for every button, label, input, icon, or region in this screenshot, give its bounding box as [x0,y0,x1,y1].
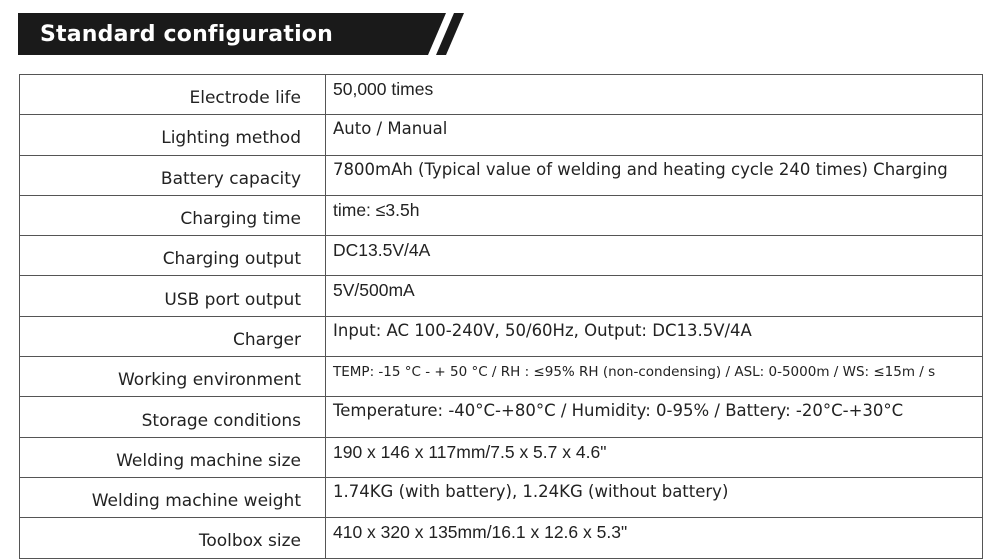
spec-label: Storage conditions [20,397,326,437]
table-row [20,75,983,115]
table-row [20,276,983,316]
spec-label: Working environment [20,357,326,397]
spec-label: Charging time [20,195,326,235]
spec-value: 190 x 146 x 117mm/7.5 x 5.7 x 4.6" [326,437,983,477]
table-row [20,397,983,437]
table-row [20,477,983,517]
section-title: Standard configuration [40,22,333,47]
table-row [20,437,983,477]
spec-label: Charger [20,316,326,356]
spec-value: DC13.5V/4A [326,236,983,276]
table-row [20,115,983,155]
spec-label: Welding machine weight [20,477,326,517]
spec-label: Battery capacity [20,155,326,195]
table-row [20,518,983,558]
spec-value: Auto / Manual [326,115,983,155]
spec-label: Toolbox size [20,518,326,558]
spec-label: USB port output [20,276,326,316]
table-row [20,316,983,356]
table-row [20,195,983,235]
spec-value: Input: AC 100-240V, 50/60Hz, Output: DC13.5V/4A [326,316,983,356]
spec-value: TEMP: -15 °C - + 50 °C / RH : ≤95% RH (non-condensing) / ASL: 0-5000m / WS: ≤15m / s [326,357,983,397]
table-row [20,357,983,397]
spec-value: Temperature: -40°C-+80°C / Humidity: 0-95% / Battery: -20°C-+30°C [326,397,983,437]
spec-value: 5V/500mA [326,276,983,316]
spec-value: time: ≤3.5h [326,195,983,235]
spec-label: Welding machine size [20,437,326,477]
table-row [20,236,983,276]
table-row [20,155,983,195]
section-header [18,13,462,55]
spec-value: 7800mAh (Typical value of welding and heating cycle 240 times) Charging [326,155,983,195]
spec-label: Charging output [20,236,326,276]
spec-value: 50,000 times [326,75,983,115]
spec-value: 410 x 320 x 135mm/16.1 x 12.6 x 5.3" [326,518,983,558]
spec-label: Lighting method [20,115,326,155]
spec-value: 1.74KG (with battery), 1.24KG (without battery) [326,477,983,517]
spec-label: Electrode life [20,75,326,115]
spec-table [19,74,983,559]
